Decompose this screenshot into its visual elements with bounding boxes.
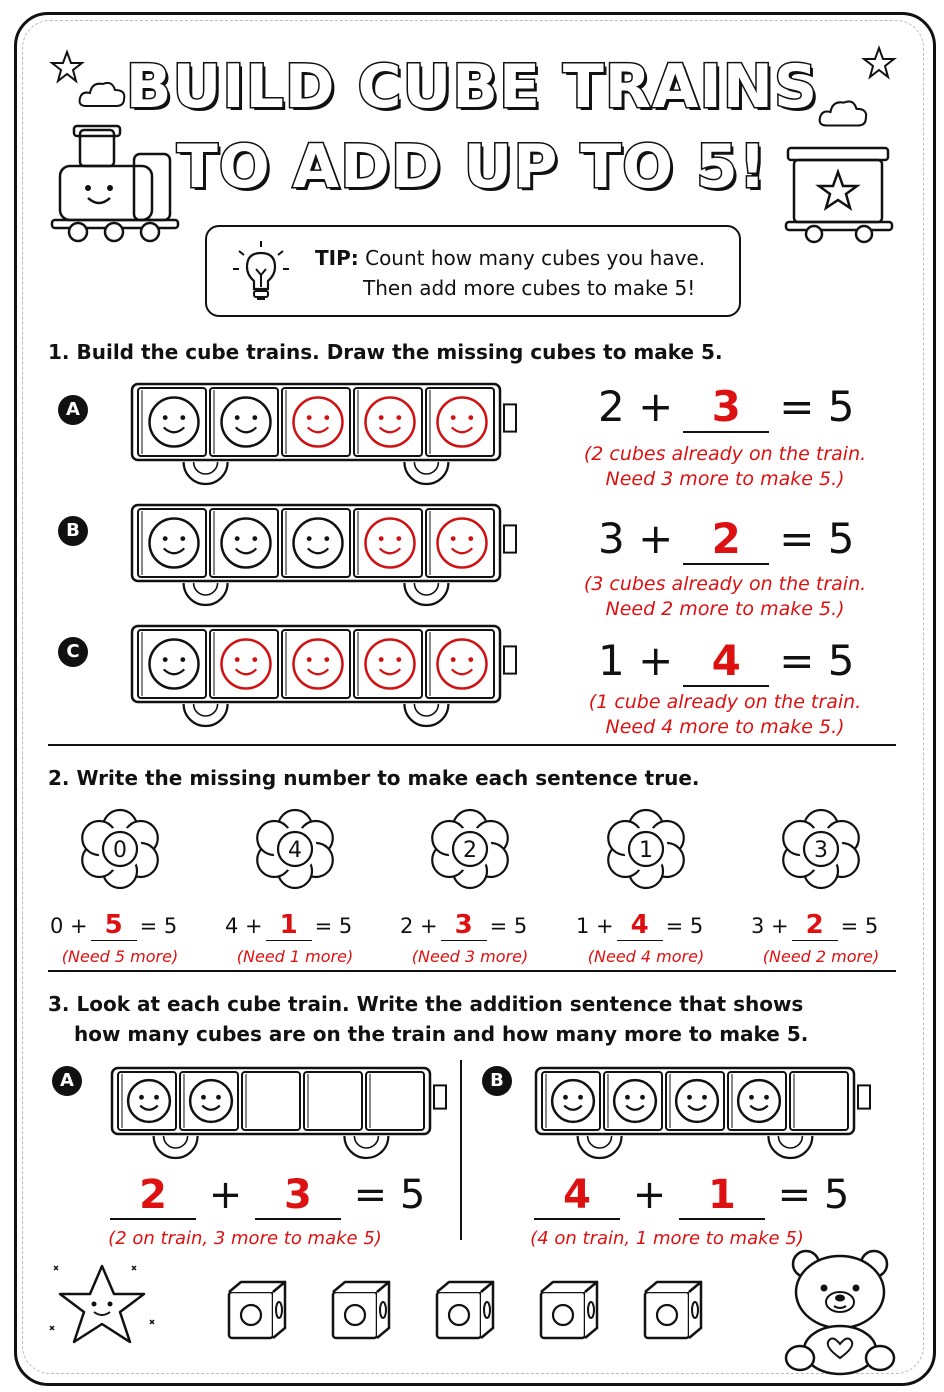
flower-icon: [601, 806, 691, 892]
badge-a: A: [58, 395, 88, 425]
tip-label: TIP:: [315, 246, 359, 270]
teddy-bear-icon: [776, 1246, 906, 1374]
note-1c: [560, 690, 890, 740]
answer-blank[interactable]: 4: [534, 1172, 620, 1220]
sentence-note: (Need 2 more): [762, 947, 880, 966]
cube: [790, 1072, 848, 1130]
equation-3a: [110, 1172, 425, 1220]
answer-blank[interactable]: 2: [110, 1172, 196, 1220]
plus-sign: +: [208, 1172, 243, 1218]
cube-train-3b: [532, 1060, 882, 1158]
train-engine-icon: [52, 124, 182, 242]
equation-total: = 5: [353, 1172, 426, 1218]
answer-blank[interactable]: 4: [683, 636, 769, 687]
question-1-heading: 1. Build the cube trains. Draw the missing cubes to make 5.: [48, 340, 723, 364]
cube-train-c: [128, 618, 528, 718]
sentence: [400, 910, 527, 941]
sentence-start: 1 +: [576, 914, 614, 938]
cube-train-a: [128, 376, 528, 476]
equation-1a: [598, 382, 855, 433]
flower-number: 0: [113, 838, 127, 863]
section-divider: [48, 744, 896, 746]
train-wheel: [768, 1136, 812, 1158]
cube: [242, 1072, 300, 1130]
cube: [304, 1072, 362, 1130]
note-line: (2 cubes already on the train.: [583, 443, 867, 465]
flower-number: 4: [288, 838, 302, 863]
equation-total: = 5: [779, 514, 855, 563]
lightbulb-icon: [229, 239, 293, 305]
train-wheel: [344, 1136, 388, 1158]
flower-number: 2: [463, 838, 477, 863]
sentence: [576, 910, 703, 941]
badge-b: B: [58, 516, 88, 546]
answer-blank[interactable]: 3: [255, 1172, 341, 1220]
note-3a: (2 on train, 3 more to make 5): [108, 1228, 382, 1249]
sentence-start: 0 +: [50, 914, 88, 938]
sentence-note: (Need 1 more): [236, 947, 354, 966]
section-divider: [48, 970, 896, 972]
answer-blank[interactable]: 4: [617, 910, 663, 941]
equation-start: 1 +: [598, 636, 674, 685]
equation-start: 3 +: [598, 514, 674, 563]
cube-icon: [225, 1278, 291, 1344]
sentence-note: (Need 4 more): [587, 947, 705, 966]
answer-blank[interactable]: 1: [266, 910, 312, 941]
note-line: (1 cube already on the train.: [588, 691, 862, 713]
answer-blank[interactable]: 2: [683, 514, 769, 565]
equation-3b: [534, 1172, 849, 1220]
sentence-total: = 5: [840, 914, 879, 938]
cube-icon: [537, 1278, 603, 1344]
cube-train-b: [128, 497, 528, 597]
question-3-heading-line-2: how many cubes are on the train and how many more to make 5.: [74, 1022, 809, 1046]
train-coupler: [504, 525, 516, 552]
star-icon: [862, 46, 896, 80]
train-coupler: [858, 1085, 870, 1108]
flower-icon: [776, 806, 866, 892]
equation-total: = 5: [777, 1172, 850, 1218]
tip-line-2: Then add more cubes to make 5!: [363, 276, 696, 300]
note-line: Need 4 more to make 5.): [605, 716, 845, 738]
train-coupler: [434, 1085, 446, 1108]
title-line-2: TO ADD UP TO 5!: [176, 132, 768, 202]
note-3b: (4 on train, 1 more to make 5): [530, 1228, 804, 1249]
badge-c: C: [58, 637, 88, 667]
equation-1b: [598, 514, 855, 565]
question-2-heading: 2. Write the missing number to make each sentence true.: [48, 766, 700, 790]
note-1b: [560, 572, 890, 622]
equation-1c: [598, 636, 855, 687]
cube-icon: [641, 1278, 707, 1344]
train-wheel: [154, 1136, 198, 1158]
answer-blank[interactable]: 1: [679, 1172, 765, 1220]
badge-b: B: [482, 1066, 512, 1096]
tip-line-1: Count how many cubes you have.: [365, 246, 706, 270]
cube-icon: [433, 1278, 499, 1344]
badge-a: A: [52, 1066, 82, 1096]
equation-start: 2 +: [598, 382, 674, 431]
sentence: [751, 910, 878, 941]
cube: [366, 1072, 424, 1130]
note-line: (3 cubes already on the train.: [583, 573, 867, 595]
tip-text: [315, 243, 705, 303]
note-line: Need 3 more to make 5.): [605, 468, 845, 490]
column-divider: [460, 1060, 462, 1240]
train-coupler: [504, 646, 516, 673]
flower-number: 3: [814, 838, 828, 863]
flower-number: 1: [639, 838, 653, 863]
cloud-icon: [78, 78, 128, 110]
plus-sign: +: [632, 1172, 667, 1218]
note-line: Need 2 more to make 5.): [605, 598, 845, 620]
answer-blank[interactable]: 3: [441, 910, 487, 941]
sentence-total: = 5: [139, 914, 178, 938]
train-wheel: [578, 1136, 622, 1158]
sentence-start: 3 +: [751, 914, 789, 938]
sentence-start: 4 +: [225, 914, 263, 938]
cube-train-3a: [108, 1060, 458, 1158]
tip-box: [205, 225, 741, 317]
sentence: [225, 910, 352, 941]
cloud-icon: [818, 96, 870, 130]
train-coupler: [504, 404, 516, 431]
sentence-start: 2 +: [400, 914, 438, 938]
sentence-total: = 5: [665, 914, 704, 938]
equation-total: = 5: [779, 636, 855, 685]
smiling-star-icon: [44, 1260, 164, 1356]
answer-blank[interactable]: 3: [683, 382, 769, 433]
train-car-icon: [784, 146, 894, 244]
note-1a: [560, 442, 890, 492]
flower-icon: [250, 806, 340, 892]
equation-total: = 5: [779, 382, 855, 431]
sentence-total: = 5: [489, 914, 528, 938]
answer-blank[interactable]: 2: [792, 910, 838, 941]
sentence-note: (Need 3 more): [411, 947, 529, 966]
sentence-note: (Need 5 more): [61, 947, 179, 966]
sentence: [50, 910, 177, 941]
title-line-1: BUILD CUBE TRAINS: [125, 52, 819, 122]
sentence-total: = 5: [314, 914, 353, 938]
flower-icon: [75, 806, 165, 892]
flower-icon: [425, 806, 515, 892]
question-3-heading-line-1: 3. Look at each cube train. Write the addition sentence that shows: [48, 992, 804, 1016]
cube-icon: [329, 1278, 395, 1344]
answer-blank[interactable]: 5: [91, 910, 137, 941]
